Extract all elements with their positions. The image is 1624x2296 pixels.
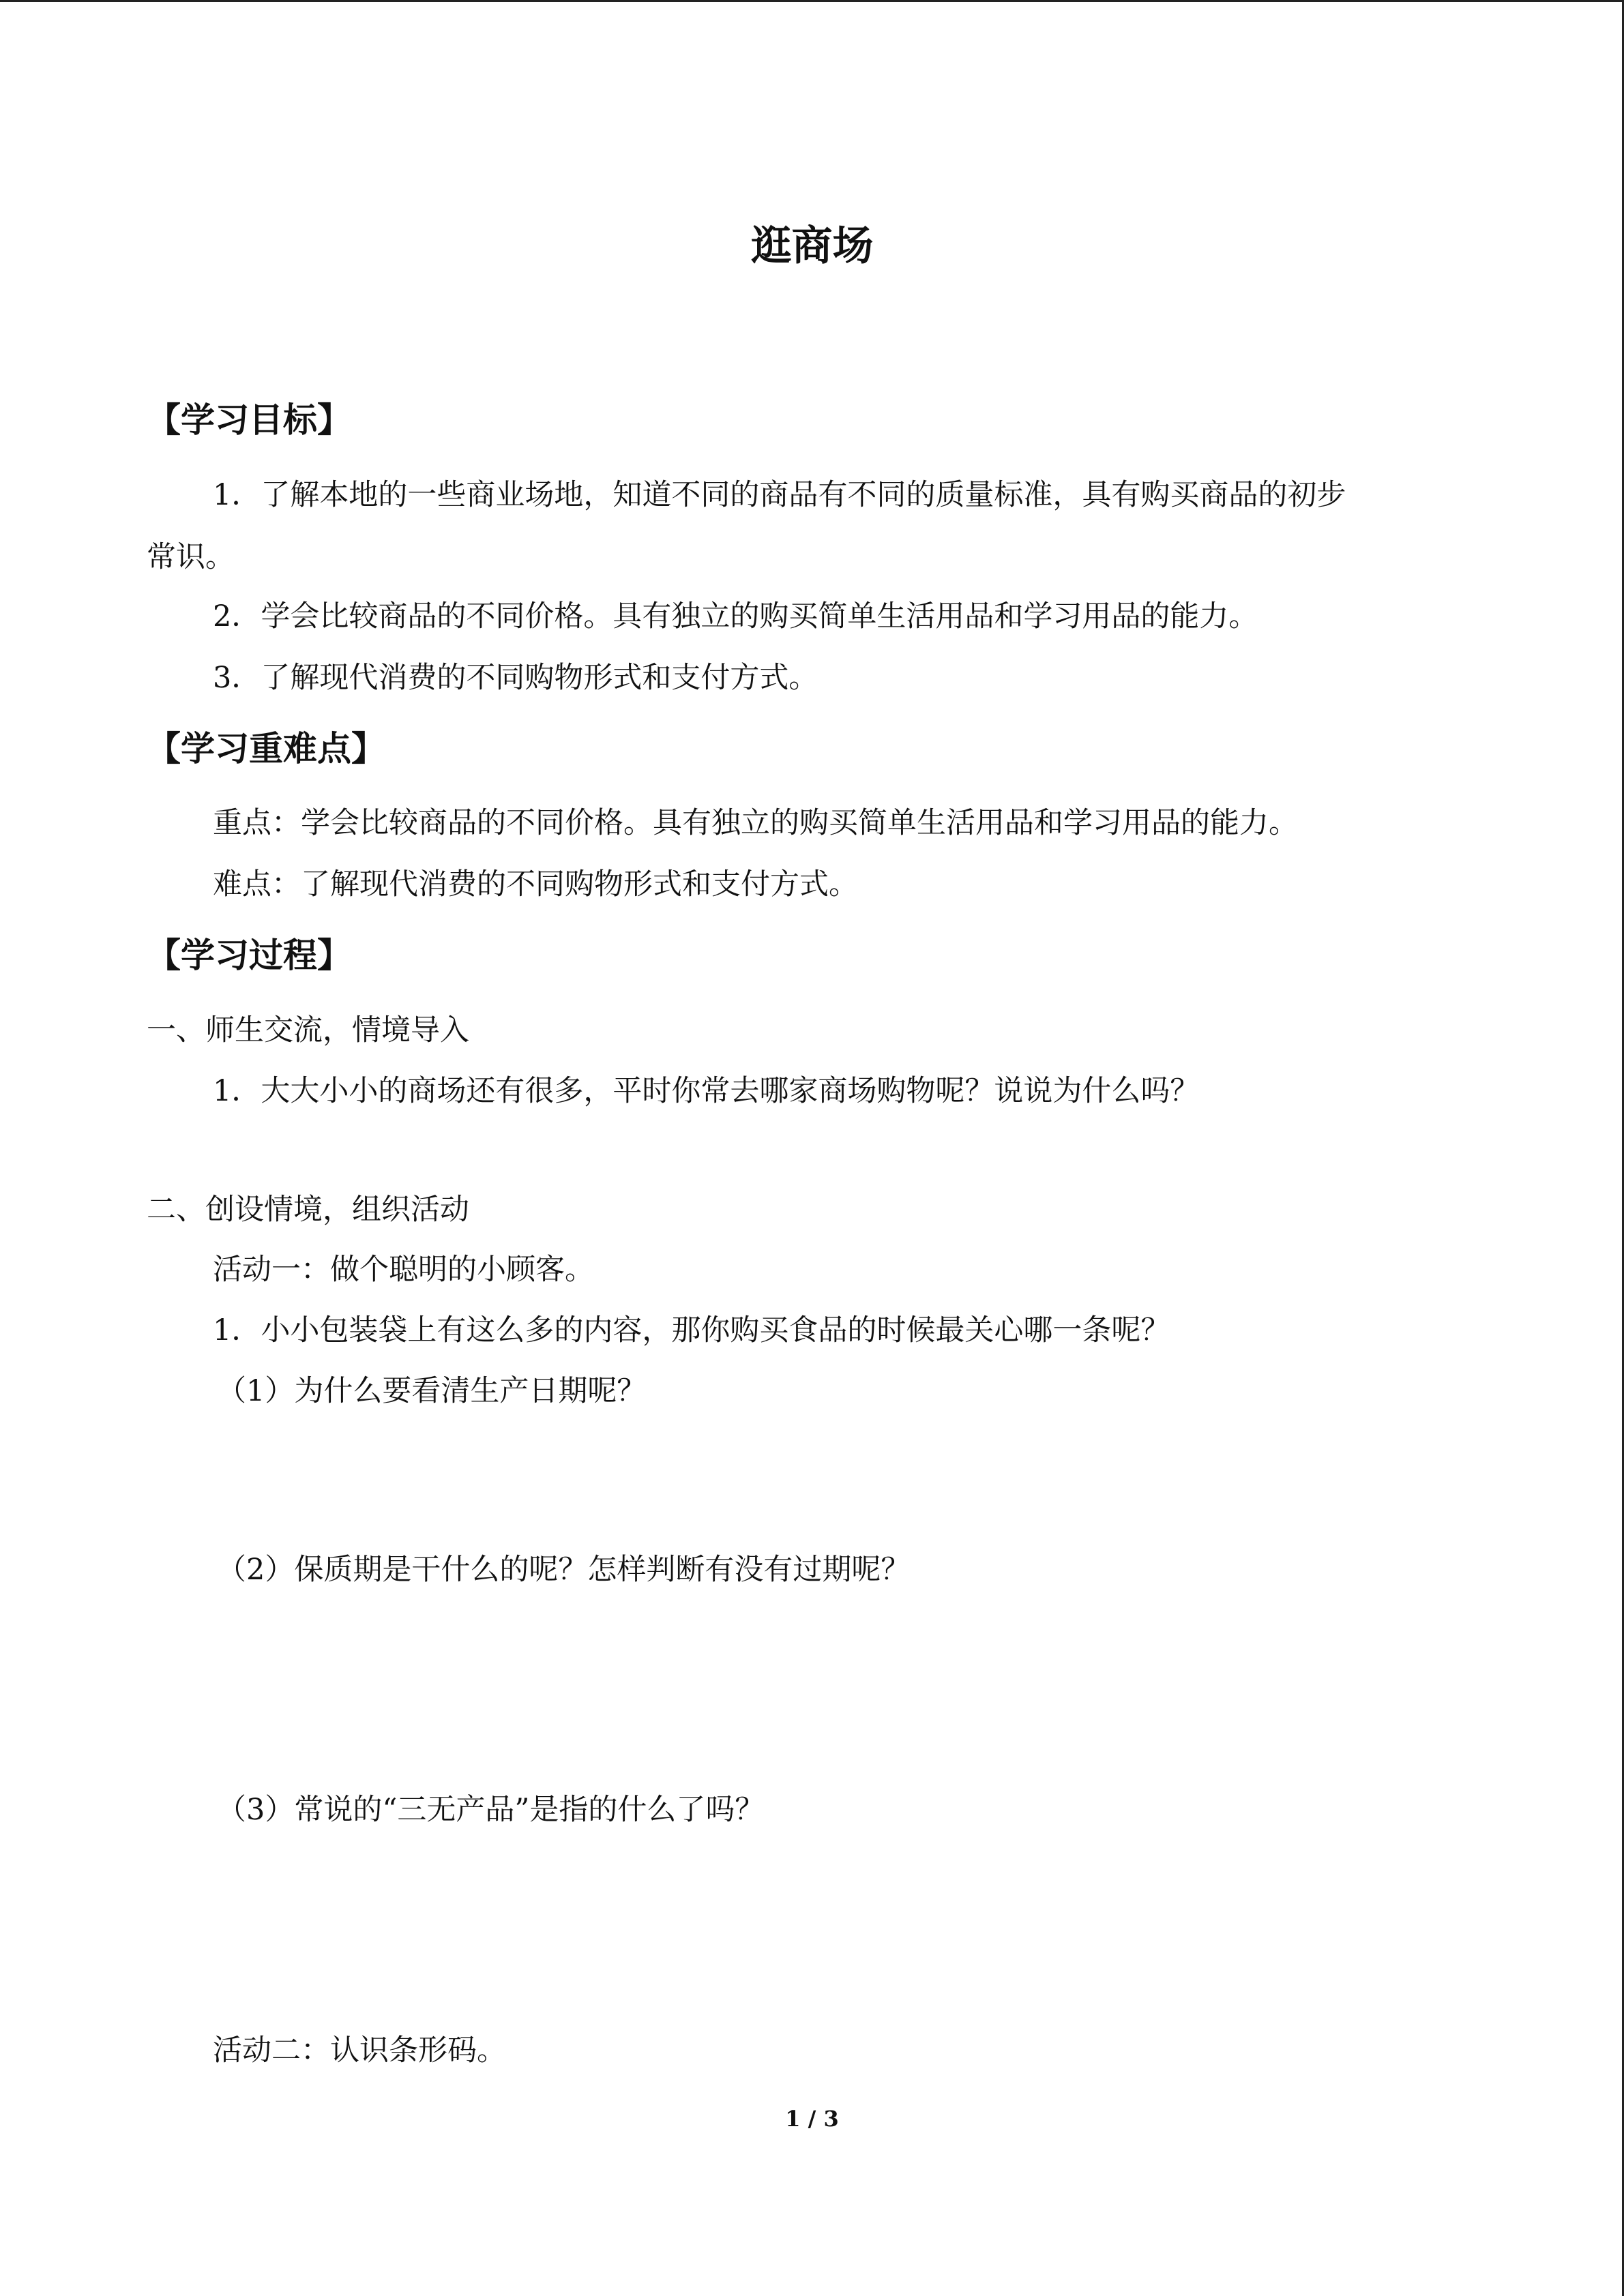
- section-heading-goals: 【学习目标】: [147, 400, 351, 440]
- process-part-1-question-1: 1．大大小小的商场还有很多，平时你常去哪家商场购物呢？说说为什么吗？: [213, 1074, 1200, 1108]
- goal-item-1-line-2: 常识。: [147, 540, 235, 574]
- document-title: 逛商场: [750, 222, 874, 270]
- process-part-1-title: 一、师生交流，情境导入: [147, 1013, 469, 1047]
- section-heading-process: 【学习过程】: [147, 936, 351, 975]
- activity-1: 活动一：做个聪明的小顾客。: [213, 1253, 594, 1287]
- goal-item-1-line-1: 1．了解本地的一些商业场地，知道不同的商品有不同的质量标准，具有购买商品的初步: [213, 478, 1346, 512]
- key-point: 重点：学会比较商品的不同价格。具有独立的购买简单生活用品和学习用品的能力。: [213, 806, 1298, 840]
- sub-question-2: （2）保质期是干什么的呢？怎样判断有没有过期呢？: [217, 1553, 911, 1587]
- difficult-point: 难点：了解现代消费的不同购物形式和支付方式。: [213, 867, 858, 901]
- section-heading-key-points: 【学习重难点】: [147, 729, 385, 769]
- activity-2: 活动二：认识条形码。: [213, 2033, 506, 2068]
- page-number: 1 / 3: [785, 2106, 839, 2132]
- goal-item-2: 2．学会比较商品的不同价格。具有独立的购买简单生活用品和学习用品的能力。: [213, 599, 1258, 633]
- goal-item-3: 3．了解现代消费的不同购物形式和支付方式。: [213, 661, 818, 695]
- sub-question-1: （1）为什么要看清生产日期呢？: [217, 1374, 647, 1408]
- activity-1-question-1: 1．小小包装袋上有这么多的内容，那你购买食品的时候最关心哪一条呢？: [213, 1313, 1170, 1347]
- sub-question-3: （3）常说的“三无产品”是指的什么了吗？: [217, 1793, 765, 1827]
- process-part-2-title: 二、创设情境，组织活动: [147, 1193, 469, 1227]
